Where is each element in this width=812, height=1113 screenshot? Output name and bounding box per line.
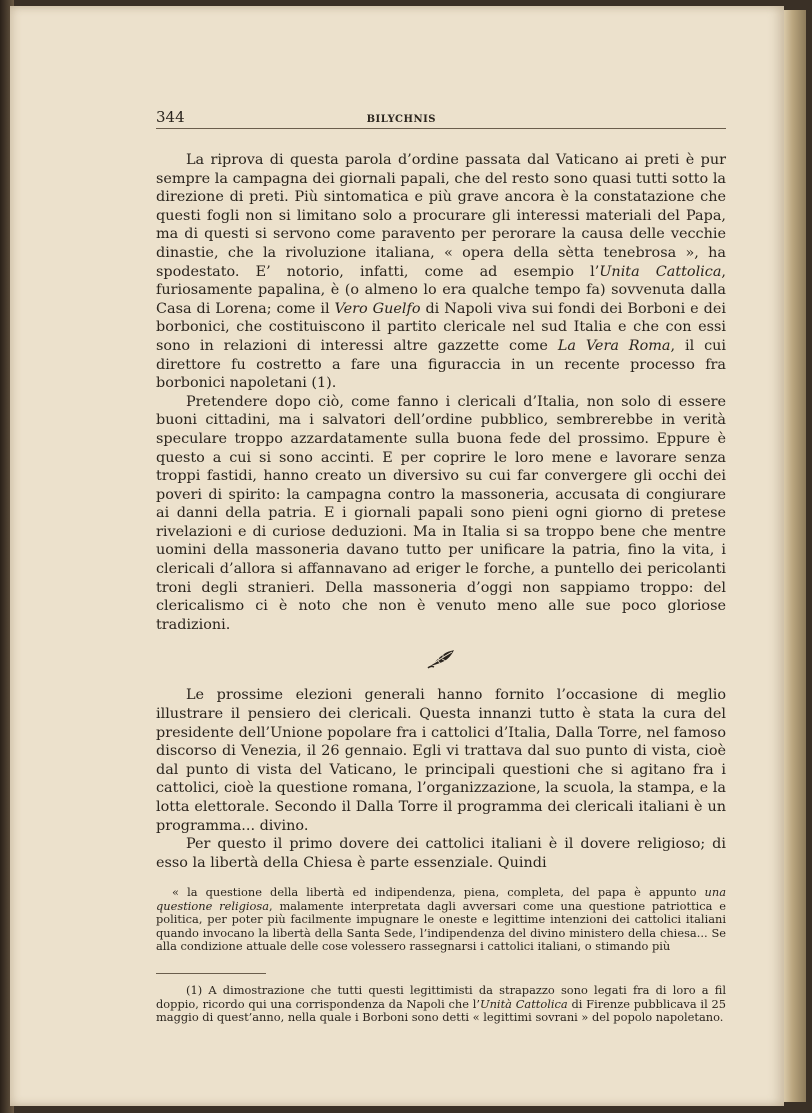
italic-title: una questione religiosa: [156, 885, 726, 913]
text-run: Pretendere dopo ciò, come fanno i clericali d’Italia, non solo di essere buoni cittadini, ma i salvatori dell’ordine pubblico, sembrerebbe in verità speculare troppo azzardatamente sulla buona fede del prossimo. Eppure è questo a cui si sono accinti. E per coprire le loro mene e lavorare senza troppi fastidi, hanno creato un diversivo su cui far convergere gli occhi dei poveri di spirito: la campagna contro la massoneria, accusata di congiurare ai danni della patria. E i giornali papali sono pieni ogni giorno di pretese rivelazioni e di curiose deduzioni. Ma in Italia si sa troppo bene che mentre uomini della massoneria davano tutto per unificare la patria, fino la vita, i clericali d’allora si affannavano ad eriger le forche, a puntello dei pericolanti troni degli stranieri. Della massoneria d’oggi non sappiamo troppo: del clericalismo ci è noto che non è venuto meno alle sue poco gloriose tradizioni.: [156, 393, 726, 633]
running-title: BILYCHNIS: [366, 114, 436, 125]
text-run: , malamente interpretata dagli avversari come una questione patriottica e politica, per poter più facilmente impugnare le oneste e legittime intenzioni dei cattolici italiani quando invocano la libertà della Santa Sede, l’indipendenza del divino ministero della chiesa... Se alla condizione attuale delle cose volessero rassegnarsi i cattolici italiani, o stimando più: [156, 898, 726, 953]
text-run: , il cui direttore fu costretto a fare una figuraccia in un recente processo fra borbonici napoletani (1).: [156, 337, 727, 392]
text-run: di Napoli viva sui fondi dei Borboni e dei borbonici, che costituiscono il partito clericale nel sud Italia e che con essi sono in relazioni di interessi altre gazzette come: [156, 300, 726, 354]
italic-title: La Vera Roma: [557, 337, 671, 354]
paragraph: [156, 151, 726, 393]
page-number: 344: [156, 108, 185, 126]
page-content: [156, 108, 726, 1024]
leaf-ornament-icon: [426, 648, 456, 670]
text-run: « la questione della libertà ed indipendenza, piena, completa, del papa è appunto: [172, 885, 705, 900]
block-quote: [156, 886, 726, 953]
italic-title: Unita Cattolica: [599, 263, 722, 280]
text-run: La riprova di questa parola d’ordine passata dal Vaticano ai preti è pur sempre la campagna dei giornali papali, che del resto sono quasi tutti sotto la direzione di preti. Più sintomatica e più grave ancora è la constatazione che questi fogli non si limitano solo a procurare gli interessi materiali del Papa, ma di questi si servono come paravento per perorare la causa delle vecchie dinastie, che la rivoluzione italiana, « opera della sètta tenebrosa », ha spodestato. E’ notorio, infatti, come ad esempio l’: [156, 152, 726, 280]
text-run: di Firenze pubblicava il 25 maggio di quest’anno, nella quale i Borboni sono detti « legittimi sovrani » del popolo napoletano.: [156, 996, 726, 1024]
paragraph: [156, 393, 726, 635]
page-edges: [784, 10, 806, 1102]
italic-title: Vero Guelfo: [334, 300, 421, 317]
paragraph: [156, 686, 726, 835]
text-run: Per questo il primo dovere dei cattolici italiani è il dovere religioso; di esso la libertà della Chiesa è parte essenziale. Quindi: [156, 836, 726, 871]
text-run: , furiosamente papalina, è (o almeno lo era qualche tempo fa) sovvenuta dalla Casa di Lorena; come il: [156, 263, 726, 317]
section-ornament: [156, 648, 726, 674]
page-header: [156, 108, 726, 129]
text-run: Le prossime elezioni generali hanno fornito l’occasione di meglio illustrare il pensiero dei clericali. Questa innanzi tutto è stata la cura del presidente dell’Unione popolare fra i cattolici d’Italia, Dalla Torre, nel famoso discorso di Venezia, il 26 gennaio. Egli vi trattava dal suo punto di vista, cioè dal punto di vista del Vaticano, le principali questioni che si agitano fra i cattolici, cioè la questione romana, l’organizzazione, la scuola, la stampa, e la lotta elettorale. Secondo il Dalla Torre il programma dei clericali italiani è un programma... divino.: [156, 687, 726, 834]
section-1: [156, 151, 726, 634]
footnote-divider: [156, 973, 266, 974]
section-2: [156, 686, 726, 872]
paragraph: [156, 835, 726, 872]
text-run: (1) A dimostrazione che tutti questi legittimisti da strapazzo sono legati fra di loro a fil doppio, ricordo qui una corrispondenza da Napoli che l’: [156, 983, 726, 1011]
italic-title: Unità Cattolica: [479, 996, 568, 1011]
footnote: [156, 984, 726, 1024]
